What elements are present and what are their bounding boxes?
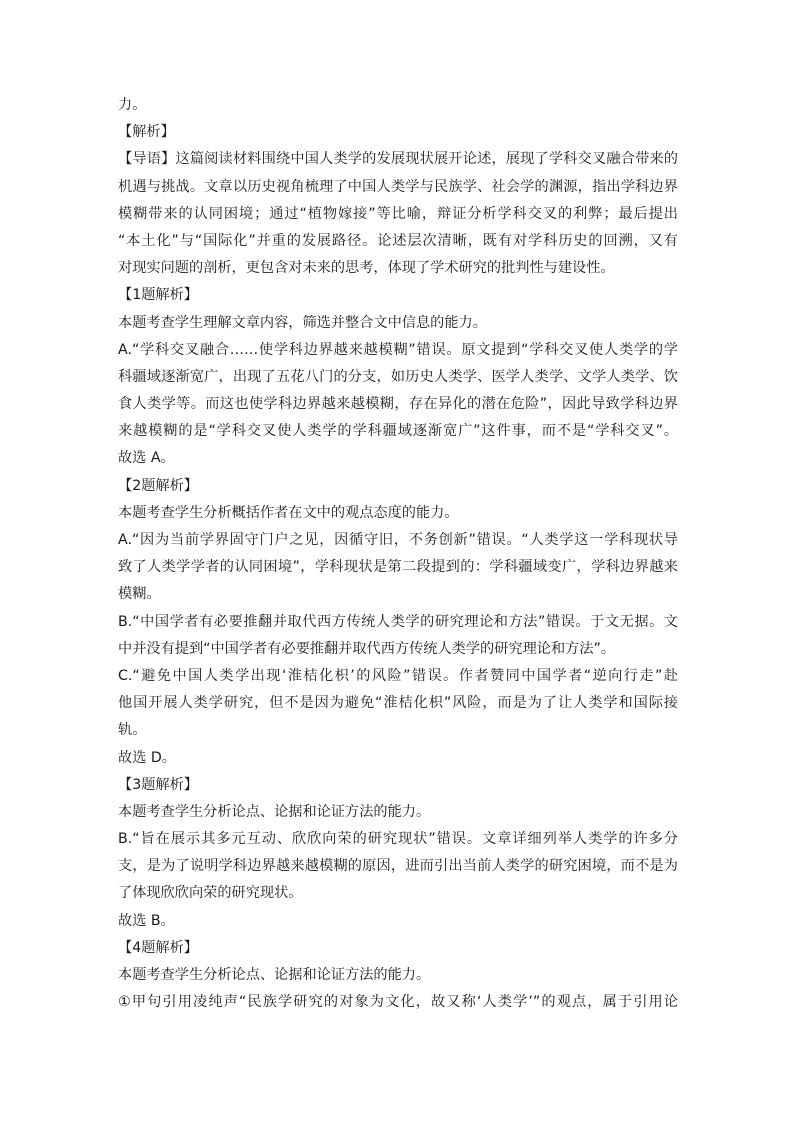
text-line: 故选 B。 xyxy=(118,912,175,929)
text-line: 本题考查学生分析概括作者在文中的观点态度的能力。 xyxy=(118,504,459,521)
text-line: “本土化”与“国际化”并重的发展路径。论述层次清晰，既有对学科历史的回溯，又有 xyxy=(118,232,678,249)
text-line: 【2题解析】 xyxy=(118,477,198,494)
text-line: 轨。 xyxy=(118,722,147,739)
text-line: 【导语】这篇阅读材料围绕中国人类学的发展现状展开论述，展现了学科交叉融合带来的 xyxy=(118,151,678,168)
text-line: 故选 A。 xyxy=(118,450,175,467)
text-line: C.“避免中国人类学出现‘淮桔化枳’的风险”错误。作者赞同中国学者“逆向行走”赴 xyxy=(118,667,678,684)
text-line: 【1题解析】 xyxy=(118,287,198,304)
text-line: 力。 xyxy=(118,97,147,113)
text-line: 故选 D。 xyxy=(118,749,176,766)
text-line: 对现实问题的剖析，更包含对未来的思考，体现了学术研究的批判性与建设性。 xyxy=(118,260,615,277)
text-line: 【4题解析】 xyxy=(118,939,198,956)
text-line: 模糊带来的认同困境；通过“植物嫁接”等比喻，辩证分析学科交叉的利弊；最后提出 xyxy=(118,205,678,222)
document-page xyxy=(118,92,678,1016)
text-line: A.“因为当前学界固守门户之见，因循守旧，不务创新”错误。“人类学这一学科现状导 xyxy=(118,532,678,548)
text-line: 【3题解析】 xyxy=(118,776,198,793)
text-line: 机遇与挑战。文章以历史视角梳理了中国人类学与民族学、社会学的渊源，指出学科边界 xyxy=(118,178,678,195)
text-line: 中并没有提到“中国学者有必要推翻并取代西方传统人类学的研究理论和方法”。 xyxy=(118,640,616,657)
text-line: 本题考查学生分析论点、论据和论证方法的能力。 xyxy=(118,967,431,983)
text-line: 他国开展人类学研究，但不是因为避免“淮桔化枳”风险，而是为了让人类学和国际接 xyxy=(118,695,678,712)
text-line: 来越模糊的是“学科交叉使人类学的学科疆域逐渐宽广”这件事，而不是“学科交叉”。 xyxy=(118,423,678,440)
text-line: 致了人类学学者的认同困境”，学科现状是第二段提到的：学科疆域变广，学科边界越来 xyxy=(118,559,678,576)
text-line: 支，是为了说明学科边界越来越模糊的原因，进而引出当前人类学的研究困境，而不是为 xyxy=(118,858,678,875)
text-line: 食人类学等。而这也使学科边界越来越模糊，存在异化的潜在危险”，因此导致学科边界 xyxy=(118,396,678,413)
text-line: 本题考查学生理解文章内容，筛选并整合文中信息的能力。 xyxy=(118,314,487,331)
text-line: 模糊。 xyxy=(118,586,161,603)
text-line: 了体现欣欣向荣的研究现状。 xyxy=(118,885,303,902)
text-line: 本题考查学生分析论点、论据和论证方法的能力。 xyxy=(118,803,431,820)
text-line: B.“旨在展示其多元互动、欣欣向荣的研究现状”错误。文章详细列举人类学的许多分 xyxy=(118,831,678,848)
text-line: B.“中国学者有必要推翻并取代西方传统人类学的研究理论和方法”错误。于文无据。文 xyxy=(118,613,678,630)
text-line: ①甲句引用凌纯声“民族学研究的对象为文化，故又称‘人类学’”的观点，属于引用论 xyxy=(118,994,678,1011)
text-line: 科疆域逐渐宽广，出现了五花八门的分支，如历史人类学、医学人类学、文学人类学、饮 xyxy=(118,368,678,385)
text-line: 【解析】 xyxy=(118,124,175,141)
text-line: A.“学科交叉融合……使学科边界越来越模糊”错误。原文提到“学科交叉使人类学的学 xyxy=(118,341,678,358)
